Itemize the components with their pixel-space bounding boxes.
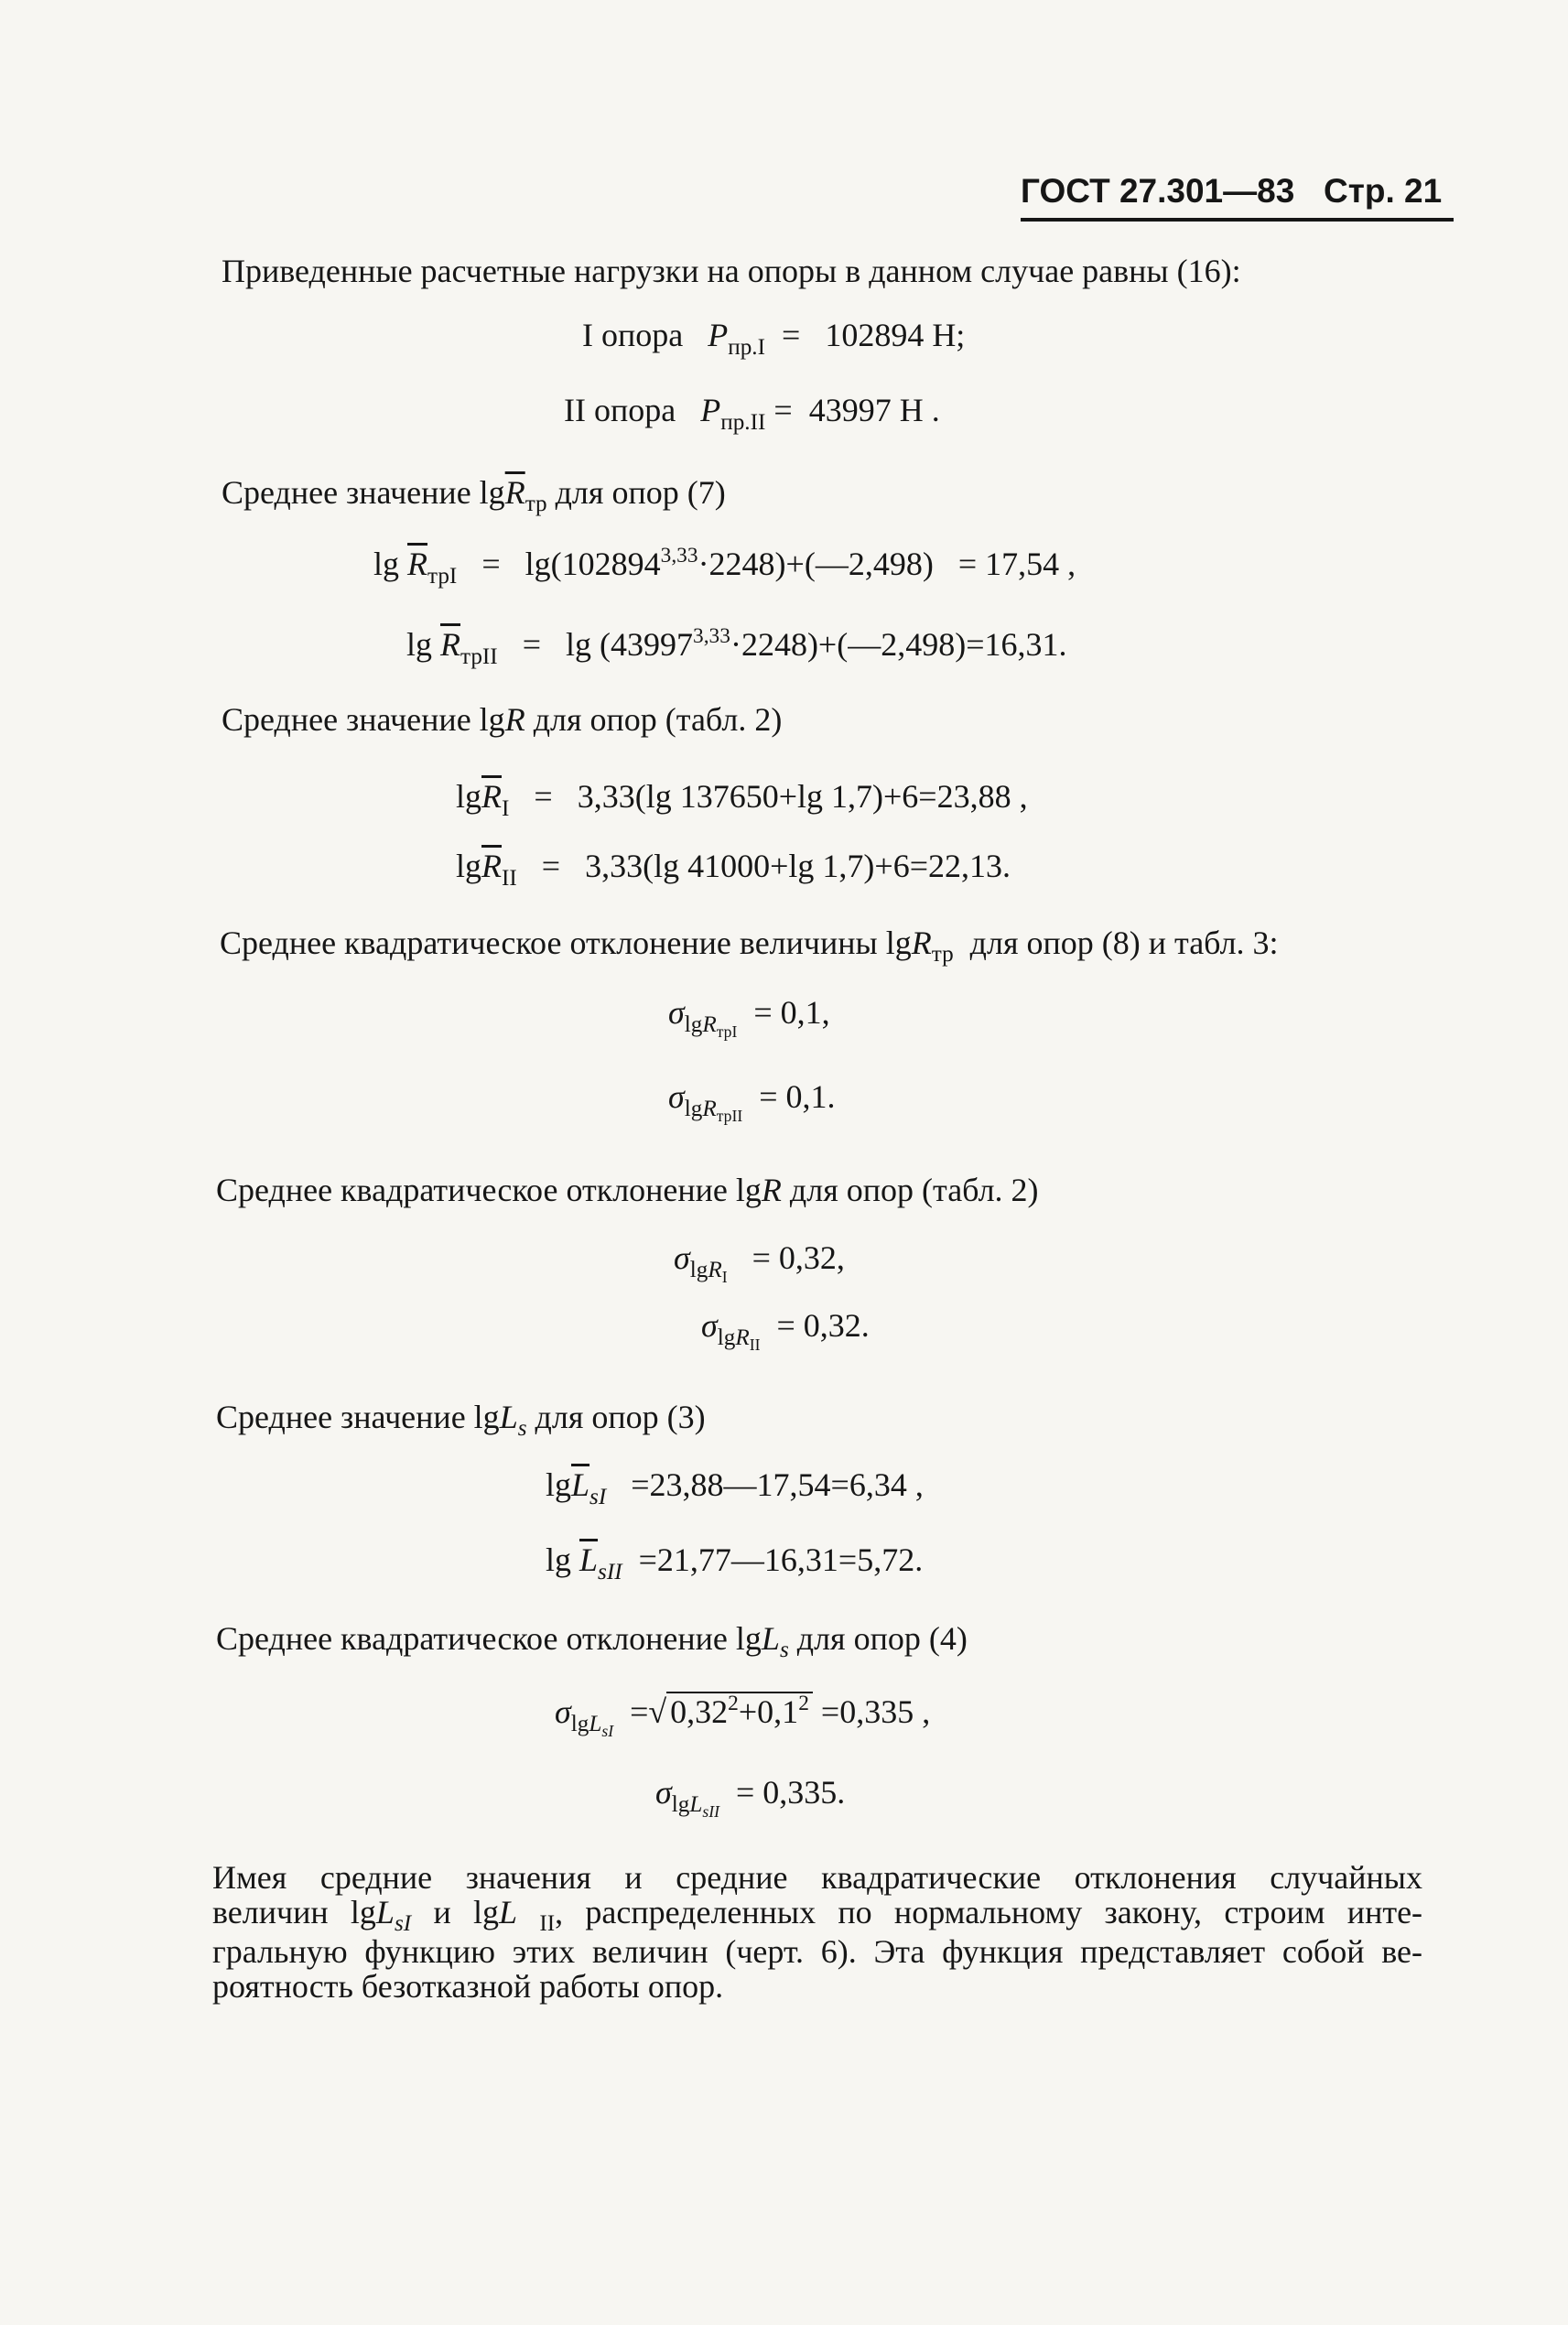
formula-part: lg [456, 778, 482, 815]
formula-part: =√ [630, 1693, 667, 1730]
formula-part: II [749, 1335, 761, 1354]
formula-part: lg [684, 1096, 703, 1121]
lgRtrII-formula [406, 623, 1067, 669]
final-line-2: величин lgL$_{sI}$ и lgL $_{II}$, распределенных по нормальному закону, строим инте- [212, 1894, 1423, 1936]
formula-part: L [499, 1894, 518, 1930]
formula-part: 3,33(lg 41000+lg 1,7)+6=22,13. [585, 848, 1011, 884]
formula-part: sI [394, 1910, 412, 1936]
sd-lgRtr-intro [220, 925, 1279, 967]
formula-part: $\overline{R}$ [481, 848, 503, 884]
formula-part: I [502, 795, 510, 821]
loads-intro: Приведенные расчетные нагрузки на опоры в данном случае равны (16): [222, 253, 1241, 289]
formula-part: =23,88—17,54=6,34 , [631, 1466, 924, 1503]
formula-part: σ [655, 1774, 672, 1811]
formula-part: 3,33 [693, 623, 730, 648]
formula-part: =21,77—16,31=5,72. [638, 1541, 924, 1578]
formula-part: L [375, 1894, 395, 1930]
formula-part: sI [601, 1721, 614, 1740]
formula-part: тр [931, 941, 954, 967]
sigma-lgRII [701, 1307, 870, 1354]
formula-part: трI [427, 563, 458, 589]
load-I-formula [582, 317, 966, 360]
lgRI-formula [456, 778, 1028, 821]
formula-part: +0,1 [738, 1693, 799, 1730]
formula-part: трII [460, 643, 498, 669]
formula-part: для опор (табл. 2) [533, 701, 783, 738]
sigma-lgLsI [555, 1691, 931, 1740]
formula-part: и lg [433, 1894, 500, 1930]
formula-part: I опора [582, 317, 684, 353]
formula-part: $\overline{R}$ [440, 626, 461, 663]
formula-part: Среднее значение lg [222, 474, 505, 511]
mean-lgR-intro [222, 703, 782, 736]
formula-part: 3,33(lg 137650+lg 1,7)+6=23,88 , [577, 778, 1028, 815]
lgRII-formula [456, 848, 1011, 891]
formula-part: для опор (табл. 2) [789, 1172, 1039, 1208]
formula-part: lg [684, 1011, 703, 1037]
formula-part: для опор (3) [535, 1399, 706, 1435]
sigma-lgRtrI [668, 994, 830, 1041]
formula-part: R [708, 1257, 722, 1282]
formula-part: $\overline{L}$ [571, 1466, 590, 1503]
formula-part [684, 1096, 743, 1125]
formula-part: = 0,1, [753, 994, 830, 1031]
formula-part: 0,32 [670, 1693, 729, 1730]
formula-part [570, 1711, 614, 1740]
formula-part: lg(102894 [524, 546, 661, 582]
formula-part: $\overline{L}$ [579, 1541, 599, 1578]
formula-part: s [779, 1637, 789, 1662]
formula-part: σ [701, 1307, 718, 1344]
sigma-lgRI [674, 1239, 845, 1286]
formula-part: = 17,54 , [957, 546, 1076, 582]
formula-part: I [721, 1267, 728, 1286]
formula-part: lg [456, 848, 482, 884]
lgRtrI-formula [373, 543, 1076, 589]
formula-part: = [782, 317, 801, 353]
formula-part: L [689, 1791, 703, 1817]
mean-lgLs-intro [216, 1399, 706, 1441]
formula-part: трI [716, 1022, 738, 1041]
formula-part: = 0,32. [776, 1307, 870, 1344]
formula-part: σ [668, 994, 685, 1031]
sigma-lgRtrII [668, 1078, 836, 1125]
formula-part: для опор (7) [555, 474, 726, 511]
formula-part: = [522, 626, 542, 663]
formula-part: sII [598, 1559, 622, 1584]
formula-part: lg [546, 1541, 580, 1578]
formula-part: lg [546, 1466, 572, 1503]
lgLsII-formula [546, 1541, 924, 1584]
formula-part: для опор (4) [796, 1620, 968, 1657]
formula-part: lg [717, 1325, 736, 1350]
formula-part: распределенных по нормальному закону, строим инте- [585, 1894, 1423, 1930]
sd-lgR-intro [216, 1173, 1039, 1206]
formula-part: R [702, 1011, 717, 1037]
final-paragraph [212, 1860, 1422, 2004]
lgLsI-formula [546, 1466, 924, 1509]
formula-part: =0,335 , [820, 1693, 931, 1730]
formula-part: пр.I [728, 334, 765, 360]
formula-part: $\overline{R}$ [407, 546, 428, 582]
formula-part: 43997 Н . [808, 392, 940, 428]
formula-part: = [481, 546, 501, 582]
final-line-4: роятность безотказной работы опор. [212, 1968, 724, 2005]
formula-part: II [539, 1910, 556, 1936]
formula-part: L [499, 1399, 518, 1435]
formula-part: Среднее квадратическое отклонение величины lg [220, 925, 912, 961]
formula-part: 2 [798, 1691, 809, 1715]
formula-part: = 0,335. [735, 1774, 846, 1811]
formula-part: lg [570, 1711, 589, 1736]
formula-part: sII [702, 1801, 719, 1821]
formula-part: Среднее значение lg [222, 701, 505, 738]
formula-part: lg [689, 1257, 708, 1282]
header-standard: ГОСТ 27.301—83 [1021, 172, 1295, 210]
formula-part: Среднее квадратическое отклонение lg [216, 1172, 762, 1208]
formula-part [684, 1011, 738, 1041]
formula-part: lg [373, 546, 408, 582]
formula-part: σ [674, 1239, 690, 1276]
formula-part: = [773, 392, 793, 428]
formula-part: sI [589, 1484, 607, 1509]
formula-part: $\overline{R}$ [481, 778, 503, 815]
formula-part: тр [524, 491, 547, 516]
formula-part: σ [668, 1078, 685, 1115]
formula-part: R [702, 1096, 717, 1121]
formula-part: ·2248)+(—2,498)=16,31. [730, 626, 1067, 663]
final-line-1: Имея средние значения и средние квадратические отклонения случайных [212, 1859, 1422, 1896]
formula-part: lg [406, 626, 441, 663]
formula-part: величин lg [212, 1894, 376, 1930]
formula-part: R [504, 701, 525, 738]
formula-part: II опора [564, 392, 676, 428]
formula-part: lg [671, 1791, 690, 1817]
formula-part [671, 1791, 719, 1821]
formula-part [717, 1325, 761, 1354]
formula-part: lg (43997 [566, 626, 694, 663]
formula-part: $\overline{R}$ [504, 474, 525, 511]
mean-lgRtr-intro [222, 474, 726, 516]
formula-part: = 0,1. [759, 1078, 836, 1115]
formula-part: L [761, 1620, 780, 1657]
formula-part: R [911, 925, 932, 961]
formula-part [666, 1692, 813, 1730]
formula-part: 3,33 [660, 543, 698, 568]
formula-part [689, 1257, 728, 1286]
formula-part: σ [555, 1693, 571, 1730]
formula-part: для опор (8) и табл. 3: [969, 925, 1279, 961]
header-page: Стр. 21 [1324, 172, 1443, 210]
formula-part: P [700, 392, 721, 428]
formula-part: Среднее квадратическое отклонение lg [216, 1620, 762, 1657]
formula-part: = 0,32, [752, 1239, 845, 1276]
formula-part: II [502, 865, 517, 891]
sd-lgLs-intro [216, 1620, 968, 1662]
formula-part: s [517, 1415, 527, 1441]
sigma-lgLsII [655, 1774, 846, 1821]
formula-part: P [708, 317, 729, 353]
header-rule [1021, 218, 1454, 222]
formula-part: Среднее значение lg [216, 1399, 500, 1435]
formula-part: 102894 Н; [825, 317, 966, 353]
formula-part: = [541, 848, 561, 884]
final-line-3: гральную функцию этих величин (черт. 6). Эта функция представляет собой ве- [212, 1933, 1422, 1970]
formula-part: 2 [728, 1691, 739, 1715]
formula-part: R [761, 1172, 782, 1208]
formula-part: ·2248)+(—2,498) [697, 546, 934, 582]
formula-part: L [589, 1711, 602, 1736]
formula-part: R [735, 1325, 750, 1350]
load-II-formula [564, 392, 940, 435]
formula-part: = [534, 778, 553, 815]
formula-part: трII [716, 1106, 743, 1125]
formula-part: пр.II [720, 409, 766, 435]
